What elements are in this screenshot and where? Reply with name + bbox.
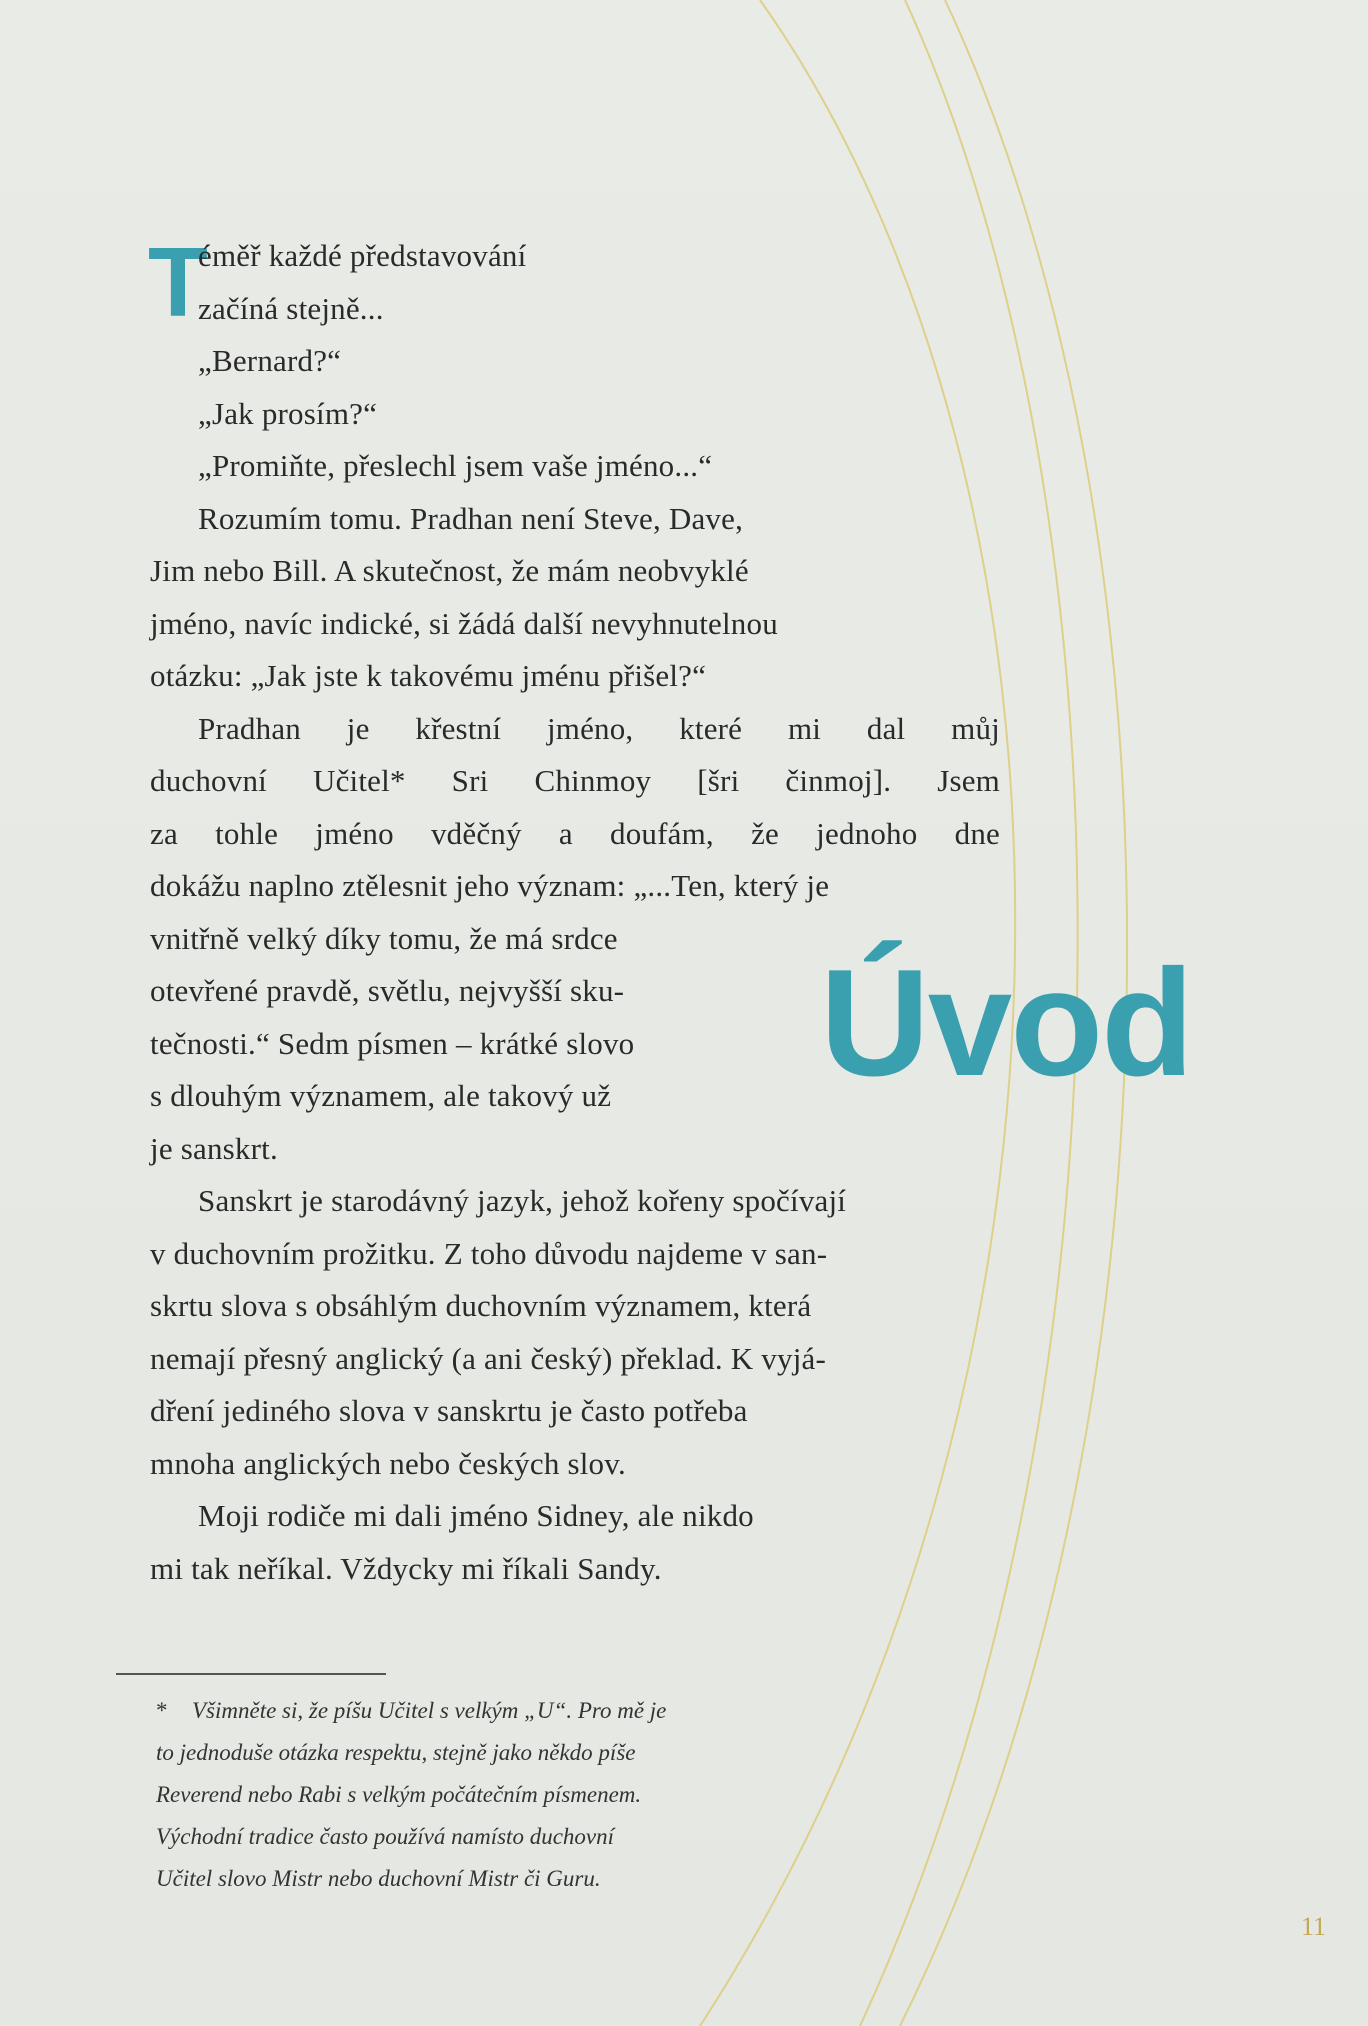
body-line: mi tak neříkal. Vždycky mi říkali Sandy. — [150, 1550, 662, 1586]
body-line: éměř každé představování — [198, 238, 527, 273]
footnote-line: Východní tradice často používá namísto duchovní — [156, 1824, 615, 1849]
body-line: mnoha anglických nebo českých slov. — [150, 1445, 626, 1481]
body-line: skrtu slova s obsáhlým duchovním významem, která — [150, 1288, 812, 1323]
body-line: „Promiňte, přeslechl jsem vaše jméno...“ — [198, 448, 713, 483]
body-line: Pradhan je křestní jméno, které mi dal můj — [198, 710, 1000, 746]
body-line: vnitřně velký díky tomu, že má srdce — [150, 920, 618, 956]
page-number: 11 — [1301, 1912, 1327, 1941]
footnote-marker: * — [156, 1698, 168, 1723]
body-line: otázku: „Jak jste k takovému jménu přišel?“ — [150, 658, 707, 693]
chapter-heading: Úvod — [820, 938, 1192, 1108]
body-line: „Bernard?“ — [198, 343, 342, 378]
footnote-line: Všimněte si, že píšu Učitel s velkým „U“. Pro mě je — [192, 1698, 667, 1723]
footnote-line: Reverend nebo Rabi s velkým počátečním písmenem. — [156, 1782, 642, 1807]
body-line: dření jediného slova v sanskrtu je často potřeba — [150, 1393, 748, 1428]
body-line: duchovní Učitel* Sri Chinmoy [šri činmoj]. Jsem — [150, 763, 1000, 798]
body-line: otevřené pravdě, světlu, nejvyšší sku- — [150, 973, 625, 1008]
body-line: Sanskrt je starodávný jazyk, jehož kořeny spočívají — [198, 1183, 847, 1218]
footnote-line: to jednoduše otázka respektu, stejně jako někdo píše — [156, 1740, 636, 1765]
body-line: Rozumím tomu. Pradhan není Steve, Dave, — [198, 500, 744, 536]
body-line: s dlouhým významem, ale takový už — [150, 1078, 612, 1113]
footnote-line: Učitel slovo Mistr nebo duchovní Mistr či Guru. — [156, 1866, 601, 1891]
drop-cap: T — [148, 227, 208, 337]
body-text — [148, 227, 1000, 1595]
body-line: v duchovním prožitku. Z toho důvodu najdeme v san- — [150, 1235, 828, 1271]
body-line: jméno, navíc indické, si žádá další nevyhnutelnou — [150, 605, 778, 641]
body-line: nemají přesný anglický (a ani český) překlad. K vyjá- — [150, 1340, 826, 1376]
body-line: Moji rodiče mi dali jméno Sidney, ale nikdo — [198, 1498, 754, 1533]
footnote — [156, 1690, 776, 1900]
body-line: je sanskrt. — [150, 1130, 278, 1166]
body-line: začíná stejně... — [198, 290, 384, 326]
body-line: Jim nebo Bill. A skutečnost, že mám neobvyklé — [150, 553, 749, 588]
body-line: dokážu naplno ztělesnit jeho význam: „...Ten, který je — [150, 868, 830, 903]
body-line: „Jak prosím?“ — [198, 395, 378, 431]
footnote-divider — [116, 1673, 386, 1675]
body-line: za tohle jméno vděčný a doufám, že jednoho dne — [150, 815, 1000, 851]
body-line: tečnosti.“ Sedm písmen – krátké slovo — [150, 1025, 635, 1061]
